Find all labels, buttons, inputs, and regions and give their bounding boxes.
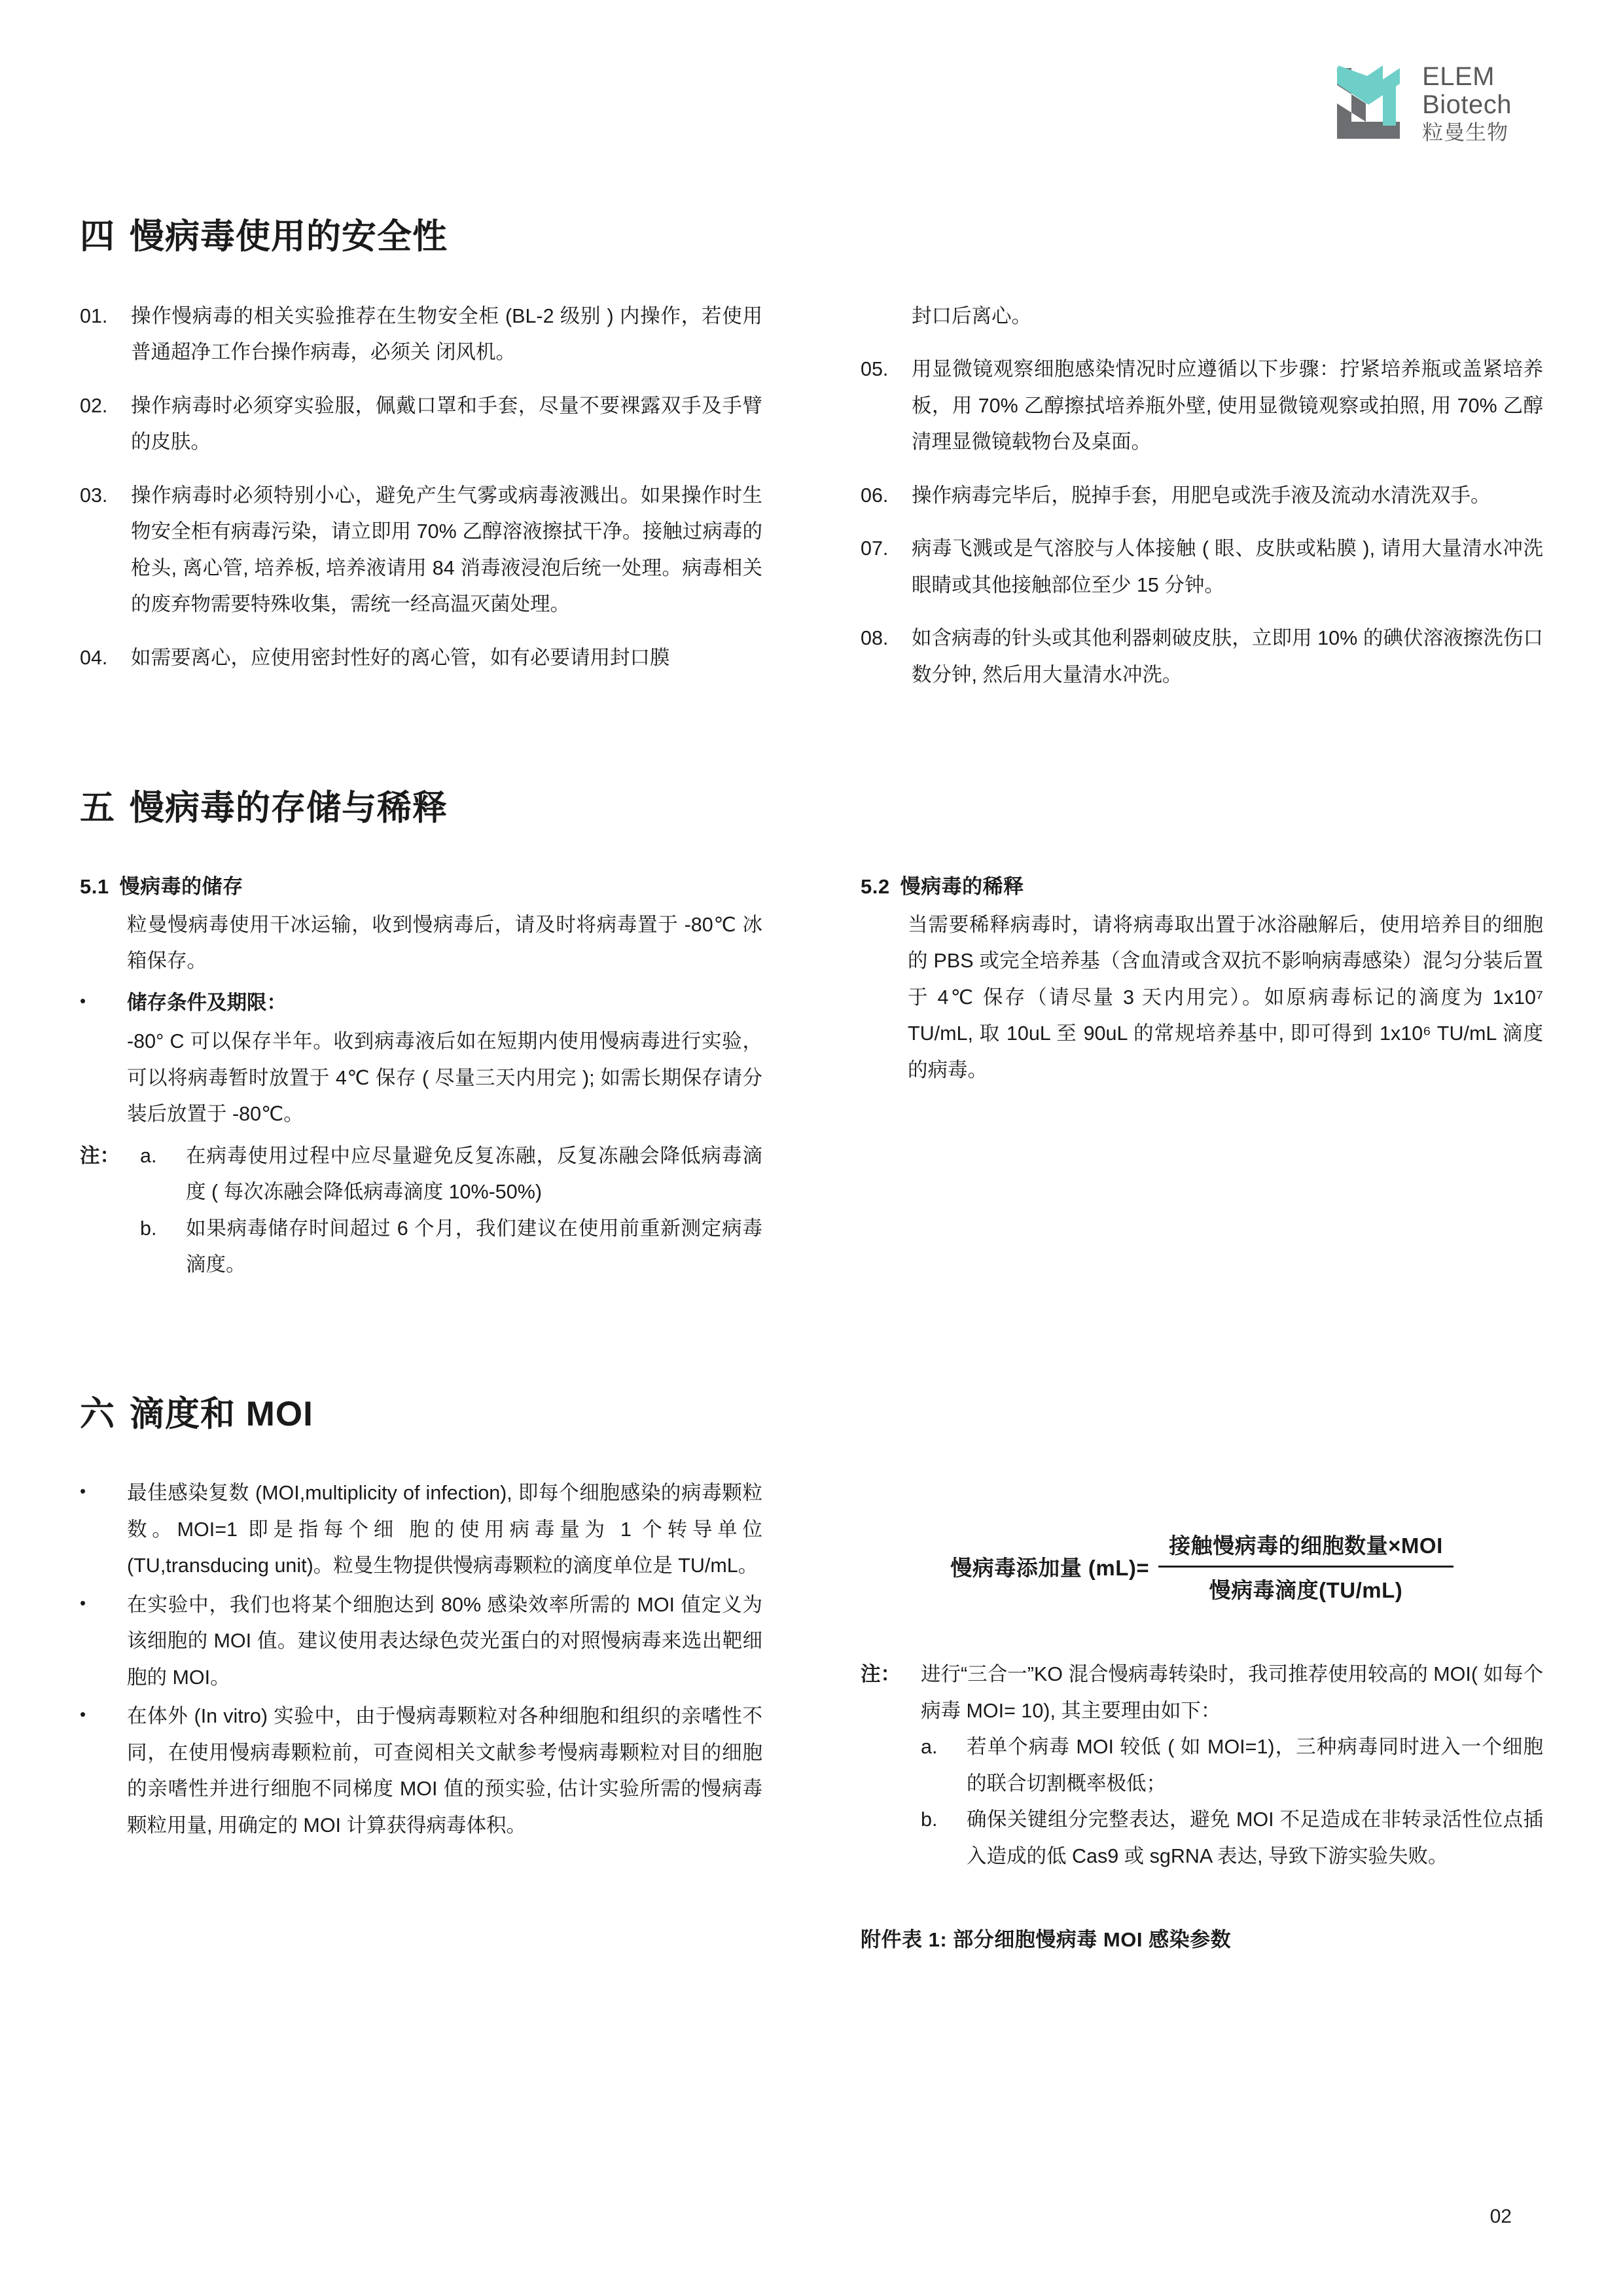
list-marker: 01. <box>80 304 108 327</box>
attachment-table-title: 附件表 1: 部分细胞慢病毒 MOI 感染参数 <box>861 1928 1232 1952</box>
list-text: 操作病毒时必须穿实验服，佩戴口罩和手套，尽量不要裸露双手及手臂的皮肤。 <box>131 394 762 454</box>
list-text: 如含病毒的针头或其他利器刺破皮肤，立即用 10% 的碘伏溶液擦洗伤口数分钟, 然后用大量清水冲洗。 <box>912 627 1543 686</box>
list-marker: 05. <box>861 358 889 381</box>
section-5-heading <box>80 787 1543 829</box>
bullet-dot-icon: • <box>80 1592 86 1613</box>
note-marker: a. <box>140 1144 157 1167</box>
note-marker: b. <box>140 1217 157 1240</box>
logo-wordmark <box>1422 63 1512 144</box>
list-item <box>861 620 1543 693</box>
bullet-text: 在体外 (In vitro) 实验中，由于慢病毒颗粒对各种细胞和组织的亲嗜性不同，在使用慢病毒颗粒前，可查阅相关文献参考慢病毒颗粒对目的细胞的亲嗜性并进行细胞不同梯度 MOI 值的预实验, 估计实验所需的慢病毒颗粒用量, 用确定的 MOI 计算获得病毒体积。 <box>127 1705 762 1837</box>
section-5-columns <box>80 870 1543 1283</box>
list-item <box>80 478 762 623</box>
formula-numerator: 接触慢病毒的细胞数量×MOI <box>1169 1534 1443 1558</box>
list-item <box>861 478 1543 514</box>
section-4-heading <box>80 216 1543 258</box>
list-item <box>80 388 762 461</box>
section-6-right-column <box>861 1475 1543 1952</box>
list-item <box>861 531 1543 603</box>
subsection-5-2-number: 5.2 <box>861 874 890 898</box>
note-text: 若单个病毒 MOI 较低 ( 如 MOI=1)，三种病毒同时进入一个细胞的联合切割概率极低； <box>967 1736 1543 1795</box>
section-4-columns <box>80 298 1543 711</box>
bullet-dot-icon: • <box>80 1704 86 1725</box>
moi-notes <box>861 1657 1543 1874</box>
note-row <box>861 1657 1543 1729</box>
list-continuation-text: 封口后离心。 <box>912 304 1031 327</box>
list-item <box>80 1587 762 1696</box>
section-4-number: 四 <box>80 217 115 256</box>
subsection-5-2-title: 慢病毒的稀释 <box>900 874 1024 898</box>
note-marker: b. <box>921 1808 938 1831</box>
section-6-title: 滴度和 MOI <box>130 1394 313 1433</box>
section-5-number: 五 <box>80 789 115 828</box>
subsection-5-2-heading <box>861 870 1543 899</box>
storage-notes <box>80 1138 762 1283</box>
section-6-columns <box>80 1475 1543 1952</box>
moi-volume-formula <box>861 1529 1543 1604</box>
note-label: 注： <box>861 1663 901 1686</box>
list-text: 操作慢病毒的相关实验推荐在生物安全柜 (BL-2 级别 ) 内操作，若使用普通超净工作台操作病毒，必须关 闭风机。 <box>131 304 762 364</box>
list-item <box>80 640 762 677</box>
logo-name-cn: 粒曼生物 <box>1422 120 1509 145</box>
note-row <box>861 1729 1543 1802</box>
storage-condition-body: -80° C 可以保存半年。收到病毒液后如在短期内使用慢病毒进行实验，可以将病毒暂时放置于 4℃ 保存 ( 尽量三天内用完 ); 如需长期保存请分装后放置于 -80℃。 <box>127 1030 762 1126</box>
list-item <box>80 298 762 371</box>
list-item <box>861 351 1543 461</box>
note-row <box>80 1138 762 1211</box>
section-6-heading <box>80 1393 1543 1435</box>
list-item <box>80 1698 762 1844</box>
note-row <box>80 1211 762 1283</box>
section-4-left-column <box>80 298 762 711</box>
safety-list-left <box>80 298 762 677</box>
list-marker: 06. <box>861 484 889 507</box>
elem-biotech-logo-mark <box>1332 63 1405 144</box>
section-5-right-column <box>861 870 1543 1283</box>
company-logo <box>1332 63 1512 144</box>
list-item <box>80 985 762 1022</box>
safety-list-right <box>861 351 1543 693</box>
note-intro-text: 进行“三合一”KO 混合慢病毒转染时，我司推荐使用较高的 MOI( 如每个病毒 MOI= 10), 其主要理由如下： <box>921 1663 1543 1722</box>
list-marker: 03. <box>80 484 108 507</box>
list-marker: 07. <box>861 537 889 560</box>
note-text: 确保关键组分完整表达，避免 MOI 不足造成在非转录活性位点插入造成的低 Cas9 或 sgRNA 表达, 导致下游实验失败。 <box>967 1808 1543 1867</box>
subsection-5-1-number: 5.1 <box>80 874 109 898</box>
bullet-text: 最佳感染复数 (MOI,multiplicity of infection), 即每个细胞感染的病毒颗粒数。MOI=1 即是指每个细 胞的使用病毒量为 1 个转导单位 (TU,transducing unit)。粒曼生物提供慢病毒颗粒的滴度单位是 TU/mL。 <box>127 1482 762 1577</box>
moi-bullet-list <box>80 1475 762 1844</box>
formula-left-side: 慢病毒添加量 (mL)= <box>950 1556 1150 1581</box>
section-4-right-column <box>861 298 1543 711</box>
storage-condition-title: 储存条件及期限： <box>127 991 287 1014</box>
note-label: 注： <box>80 1144 120 1167</box>
list-marker: 04. <box>80 646 108 669</box>
note-row <box>861 1802 1543 1874</box>
list-text: 操作病毒时必须特别小心，避免产生气雾或病毒液溅出。如果操作时生物安全柜有病毒污染，请立即用 70% 乙醇溶液擦拭干净。接触过病毒的枪头, 离心管, 培养板, 培养液请用 84 消毒液浸泡后统一处理。病毒相关的废弃物需要特殊收集，需统一经高温灭菌处理。 <box>131 484 762 616</box>
note-text: 在病毒使用过程中应尽量避免反复冻融，反复冻融会降低病毒滴度 ( 每次冻融会降低病毒滴度 10%-50%) <box>186 1144 762 1204</box>
logo-name-line2: Biotech <box>1422 90 1512 120</box>
section-5-title: 慢病毒的存储与稀释 <box>130 789 448 828</box>
bullet-dot-icon: • <box>80 990 86 1011</box>
list-text: 用显微镜观察细胞感染情况时应遵循以下步骤：拧紧培养瓶或盖紧培养板，用 70% 乙醇擦拭培养瓶外壁, 使用显微镜观察或拍照, 用 70% 乙醇清理显微镜载物台及桌面。 <box>912 358 1543 454</box>
subsection-5-1-paragraph: 粒曼慢病毒使用干冰运输，收到慢病毒后，请及时将病毒置于 -80℃ 冰箱保存。 <box>127 913 762 973</box>
bullet-dot-icon: • <box>80 1481 86 1501</box>
note-text: 如果病毒储存时间超过 6 个月，我们建议在使用前重新测定病毒滴度。 <box>186 1217 762 1276</box>
bullet-text: 在实验中，我们也将某个细胞达到 80% 感染效率所需的 MOI 值定义为该细胞的 MOI 值。建议使用表达绿色荧光蛋白的对照慢病毒来选出靶细胞的 MOI。 <box>127 1593 762 1689</box>
list-text: 操作病毒完毕后，脱掉手套，用肥皂或洗手液及流动水清洗双手。 <box>912 484 1491 507</box>
section-6-left-column <box>80 1475 762 1952</box>
formula-fraction <box>1158 1529 1454 1604</box>
list-text: 病毒飞溅或是气溶胶与人体接触 ( 眼、皮肤或粘膜 ), 请用大量清水冲洗眼睛或其他接触部位至少 15 分钟。 <box>912 537 1543 596</box>
subsection-5-1-title: 慢病毒的储存 <box>119 874 243 898</box>
document-content <box>80 216 1543 1952</box>
storage-conditions-list <box>80 985 762 1022</box>
bullet-title <box>127 985 762 1022</box>
section-6-number: 六 <box>80 1394 115 1433</box>
list-text: 如需要离心，应使用密封性好的离心管，如有必要请用封口膜 <box>131 646 670 669</box>
list-item <box>80 1475 762 1585</box>
list-marker: 02. <box>80 394 108 417</box>
subsection-5-1-heading <box>80 870 762 899</box>
subsection-5-2-paragraph: 当需要稀释病毒时，请将病毒取出置于冰浴融解后，使用培养目的细胞的 PBS 或完全培养基（含血清或含双抗不影响病毒感染）混匀分装后置于 4℃ 保存（请尽量 3 天内用完）。如原病毒标记的滴度为 1x10⁷ TU/mL, 取 10uL 至 90uL 的常规培养基中, 即可得到 1x10⁶ TU/mL 滴度的病毒。 <box>908 913 1543 1081</box>
logo-name-line1: ELEM <box>1422 62 1495 92</box>
note-marker: a. <box>921 1736 938 1759</box>
list-marker: 08. <box>861 627 889 650</box>
section-4-title: 慢病毒使用的安全性 <box>130 217 448 256</box>
formula-denominator: 慢病毒滴度(TU/mL) <box>1209 1578 1403 1603</box>
page-number: 02 <box>1489 2206 1512 2227</box>
section-5-left-column <box>80 870 762 1283</box>
